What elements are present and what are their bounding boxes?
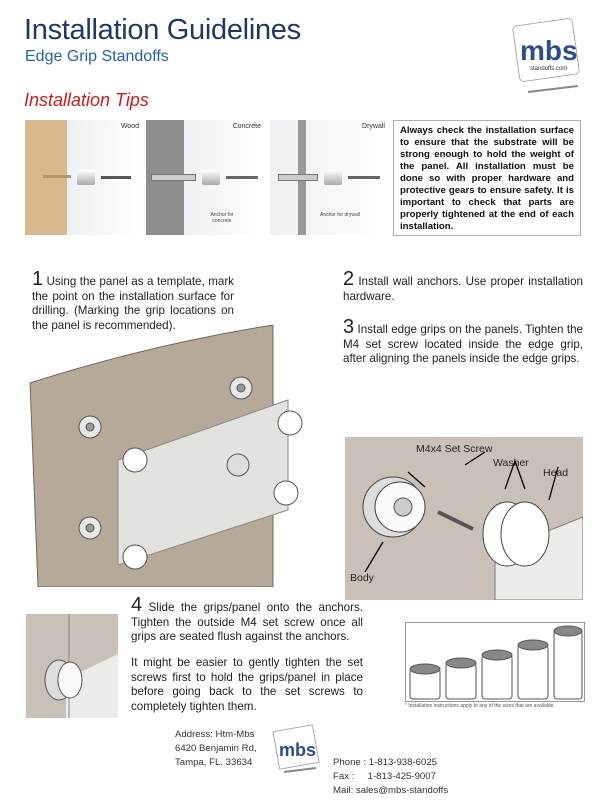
step-1: 1 Using the panel as a template, mark the point on the installation surface for drilling. (Marking the grip locations on the panel is recommended).	[32, 268, 234, 332]
safety-notice: Always check the installation surface to ensure that the substrate will be strong enough to hold the weight of the panel. All installation must be done so with proper hardware and protective gears to ensure safety. It is important to check that parts are properly tightened at the end of each installation.	[393, 120, 581, 236]
panel-template-illustration	[28, 325, 303, 587]
sizes-caption: * Installation instructions apply to any of the sizes that are available.	[405, 703, 555, 709]
step-4-note: It might be easier to gently tighten the set screws first to hold the grips/panel in place before going back to the set screws to completely tighten them.	[131, 656, 363, 713]
footer-address: Address: Htm-Mbs 6420 Benjamin Rd, Tampa, FL. 33634	[175, 729, 257, 768]
drywall-illustration: Drywall Anchor for drywall	[270, 120, 388, 235]
step-2: 2 Install wall anchors. Use proper installation hardware.	[343, 268, 583, 303]
wood-illustration: Wood	[25, 120, 142, 235]
svg-text:mbs: mbs	[279, 740, 317, 760]
edge-grip-components-diagram: M4x4 Set Screw Washer Head Body	[345, 437, 583, 600]
step-4: 4 Slide the grips/panel onto the anchors. Tighten the outside M4 set screw once all grips are seated flush against the anchors.	[131, 594, 363, 643]
mbs-logo	[508, 14, 584, 96]
page-title: Installation Guidelines	[24, 14, 301, 46]
concrete-illustration: Concrete Anchor for concrete	[146, 120, 264, 235]
footer-contact: Phone : 1-813-938-6025 Fax : 1-813-425-9007 Mail: sales@mbs-standoffs	[333, 757, 449, 796]
step-3: 3 Install edge grips on the panels. Tighten the M4 set screw located inside the edge grip, after aligning the panels inside the edge grips.	[343, 316, 583, 365]
section-heading: Installation Tips	[24, 90, 149, 110]
page-subtitle: Edge Grip Standoffs	[25, 48, 169, 65]
svg-text:mbs: mbs	[520, 35, 578, 66]
grip-on-anchor-photo	[26, 614, 118, 718]
footer-logo	[270, 722, 322, 774]
grip-sizes-illustration	[405, 622, 585, 702]
svg-text:standoffs.com: standoffs.com	[530, 66, 568, 72]
